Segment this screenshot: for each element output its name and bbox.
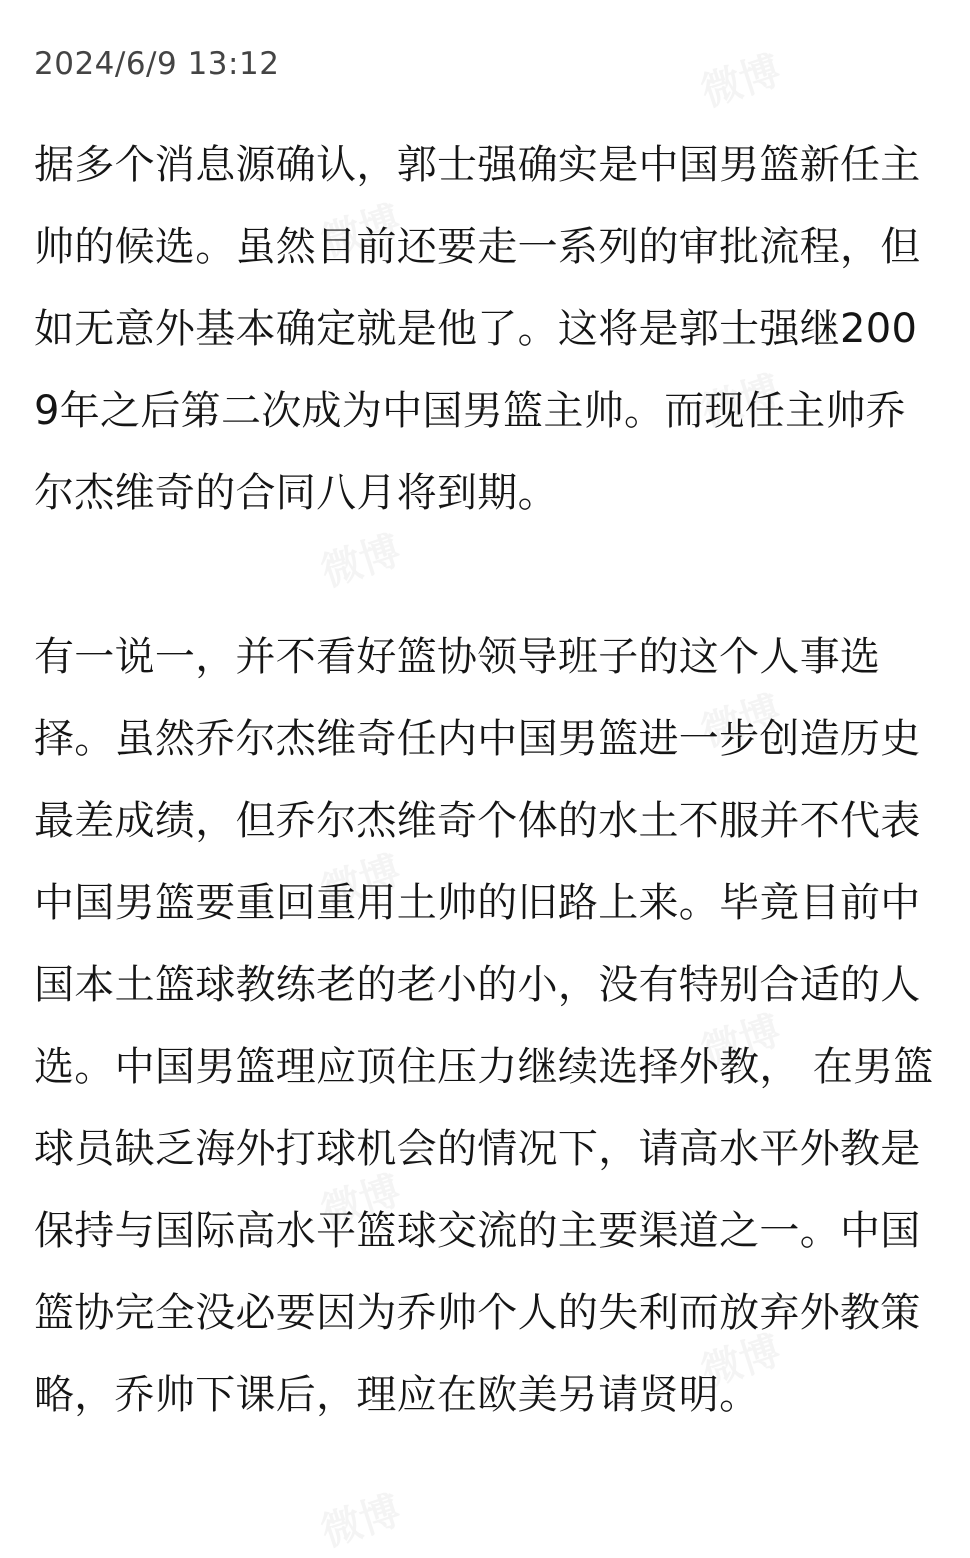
post-paragraph: 据多个消息源确认，郭士强确实是中国男篮新任主帅的候选。虽然目前还要走一系列的审批流程，但如无意外基本确定就是他了。这将是郭士强继2009年之后第二次成为中国男篮主帅。而现任主帅乔尔杰维奇的合同八月将到期。 [34, 142, 921, 516]
watermark [313, 1479, 407, 1558]
post-timestamp: 2024/6/9 13:12 [34, 46, 280, 82]
watermark [693, 39, 787, 118]
post-body [34, 124, 934, 1436]
post-paragraph: 有一说一，并不看好篮协领导班子的这个人事选择。虽然乔尔杰维奇任内中国男篮进一步创造历史最差成绩，但乔尔杰维奇个体的水土不服并不代表中国男篮要重回重用土帅的旧路上来。毕竟目前中国本土篮球教练老的老小的小，没有特别合适的人选。中国男篮理应顶住压力继续选择外教， 在男篮球员缺乏海外打球机会的情况下，请高水平外教是保持与国际高水平篮球交流的主要渠道之一。中国篮协完全没必要因为乔帅个人的失利而放弃外教策略，乔帅下课后，理应在欧美另请贤明。 [34, 634, 934, 1418]
